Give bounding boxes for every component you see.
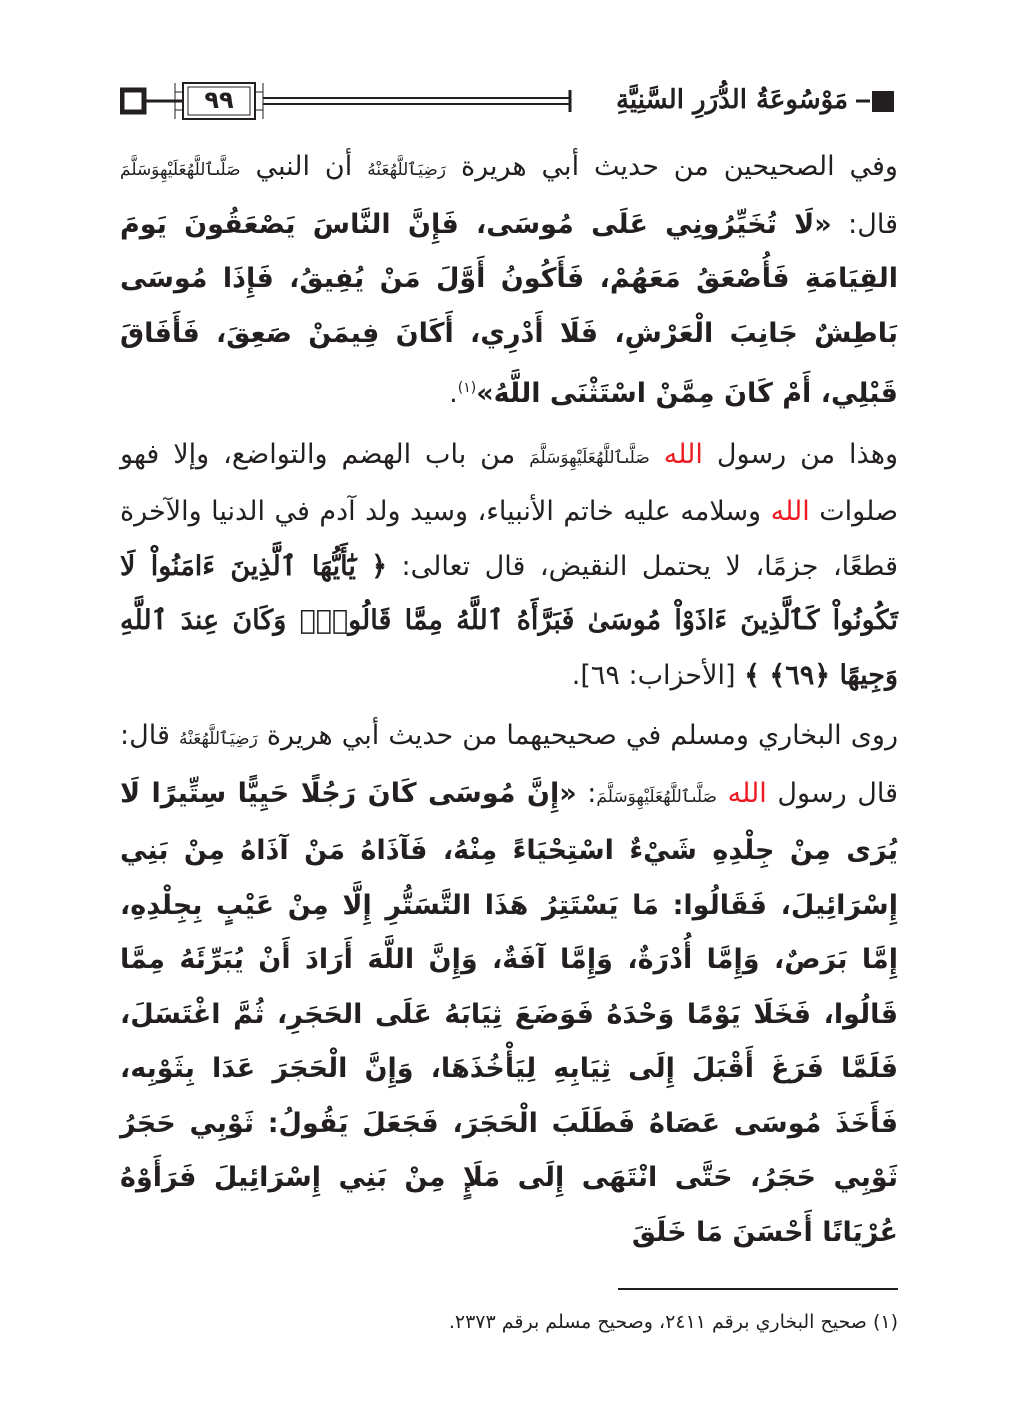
- footnote-ref: (١): [457, 380, 477, 396]
- text: وسلامه عليه خاتم الأنبياء، وسيد ولد آدم في الدنيا والآخرة قطعًا، جزمًا، لا يحتمل النقيض، قال تعالى:: [120, 496, 898, 582]
- text: وفي الصحيحين من حديث أبي هريرة: [460, 151, 898, 182]
- honorific-ra: رَضِيَٱللَّهُعَنْهُ: [367, 160, 447, 180]
- page-header: [120, 78, 898, 126]
- text: .: [449, 378, 458, 409]
- honorific-saw: صَلَّىٱللَّهُعَلَيْهِوَسَلَّمَ: [529, 447, 650, 468]
- text: روى البخاري ومسلم في صحيحيهما من حديث أبي هريرة: [266, 720, 898, 751]
- text: قال: قال رسول: [120, 720, 898, 809]
- verse-reference: [الأحزاب: ٦٩].: [571, 659, 736, 691]
- footnote-divider: [618, 1288, 898, 1290]
- allah-word: الله: [663, 438, 703, 470]
- text: من باب الهضم والتواضع، وإلا فهو صلوات: [120, 438, 898, 527]
- text: أن النبي: [255, 151, 353, 182]
- text: وهذا من رسول: [716, 438, 899, 470]
- page-number: ٩٩: [204, 86, 234, 114]
- honorific-saw: صَلَّىٱللَّهُعَلَيْهِوَسَلَّمَ: [596, 786, 717, 807]
- allah-word: الله: [770, 496, 810, 527]
- paragraph-2: [120, 428, 898, 704]
- paragraph-3: [120, 709, 898, 1260]
- quran-verse: ﴿ يَٰٓأَيُّهَا ٱلَّذِينَ ءَامَنُواْ لَا تَكُونُواْ كَٱلَّذِينَ ءَاذَوْاْ مُوسَىٰ فَبَرَّأَهُ ٱللَّهُ مِمَّا قَالُواْۚ وَكَانَ عِندَ ٱللَّهِ وَجِيهًا ﴿٦٩﴾ ﴾: [120, 550, 898, 691]
- text: :: [587, 777, 597, 809]
- honorific-saw: صَلَّىٱللَّهُعَلَيْهِوَسَلَّمَ: [120, 160, 241, 180]
- honorific-ra: رَضِيَٱللَّهُعَنْهُ: [178, 729, 258, 749]
- footnote: (١) صحيح البخاري برقم ٢٤١١، وصحيح مسلم برقم ٢٣٧٣.: [448, 1311, 898, 1333]
- allah-word: الله: [727, 777, 767, 809]
- hadith-text: «لَا تُخَيِّرُونِي عَلَى مُوسَى، فَإِنَّ النَّاسَ يَصْعَقُونَ يَومَ القِيَامَةِ فَأُصْعَقُ مَعَهُمْ، فَأَكُونُ أَوَّلَ مَنْ يُفِيقُ، فَإِذَا مُوسَى بَاطِشٌ جَانِبَ الْعَرْشِ، فَلَا أَدْرِي، أَكَانَ فِيمَنْ صَعِقَ، فَأَفَاقَ قَبْلِي، أَمْ كَانَ مِمَّنْ اسْتَثْنَى اللَّهُ»: [120, 208, 898, 409]
- text: قال:: [848, 208, 898, 240]
- hadith-text: «إِنَّ مُوسَى كَانَ رَجُلًا حَيِيًّا سِتِّيرًا لَا يُرَى مِنْ جِلْدِهِ شَيْءٌ اسْتِحْيَاءً مِنْهُ، فَآذَاهُ مَنْ آذَاهُ مِنْ بَنِي إِسْرَائِيلَ، فَقَالُوا: مَا يَسْتَتِرُ هَذَا التَّسَتُّرِ إِلَّا مِنْ عَيْبٍ بِجِلْدِهِ، إِمَّا بَرَصٌ، وَإِمَّا أُدْرَةٌ، وَإِمَّا آفَةٌ، وَإِنَّ اللَّهَ أَرَادَ أَنْ يُبَرِّئَهُ مِمَّا قَالُوا، فَخَلَا يَوْمًا وَحْدَهُ فَوَضَعَ ثِيَابَهُ عَلَى الحَجَرِ، ثُمَّ اغْتَسَلَ، فَلَمَّا فَرَغَ أَقْبَلَ إِلَى ثِيَابِهِ لِيَأْخُذَهَا، وَإِنَّ الْحَجَرَ عَدَا بِثَوْبِه، فَأَخَذَ مُوسَى عَصَاهُ فَطَلَبَ الْحَجَرَ، فَجَعَلَ يَقُولُ: ثَوْبِي حَجَرُ ثَوْبِي حَجَرُ، حَتَّى انْتَهَى إِلَى مَلَإٍ مِنْ بَنِي إِسْرَائِيلَ فَرَأَوْهُ عُرْيَانًا أَحْسَنَ مَا خَلَقَ: [120, 777, 898, 1248]
- main-text: [120, 140, 898, 1260]
- series-title: مَوْسُوعَةُ الدُّرَرِ السَّنِيَّةِ: [608, 80, 856, 120]
- paragraph-1: [120, 140, 898, 422]
